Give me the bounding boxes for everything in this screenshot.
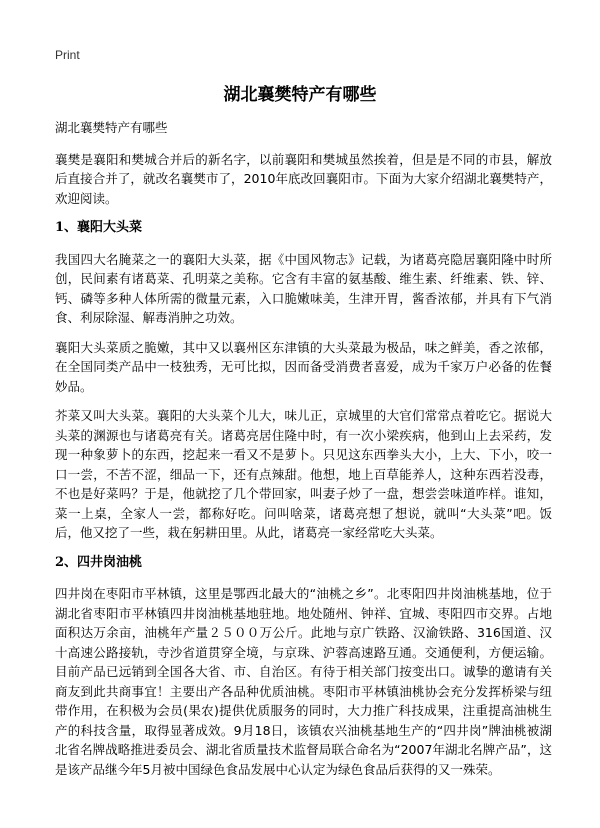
intro-paragraph: 襄樊是襄阳和樊城合并后的新名字，以前襄阳和樊城虽然挨着，但是是不同的市县，解放后直接合并了，就改名襄樊市了，2010年底改回襄阳市。下面为大家介绍湖北襄樊特产，欢迎阅读。	[55, 151, 552, 206]
datoucai-paragraph-2: 襄阳大头菜质之脆嫩，其中又以襄州区东津镇的大头菜最为极品，味之鲜美，香之浓郁，在全国同类产品中一枝独秀，无可比拟，因而备受消费者喜爱，成为千家万户必备的佐餐妙品。	[55, 339, 552, 394]
print-link[interactable]: Print	[55, 48, 80, 62]
datoucai-paragraph-3: 芥菜又叫大头菜。襄阳的大头菜个儿大，味儿正，京城里的大官们常常点着吃它。据说大头菜的渊源也与诸葛亮有关。诸葛亮居住隆中时，有一次小梁疾病，他到山上去采药，发现一种象萝卜的东西，挖起来一看又不是萝卜。只见这东西拳头大小，上大、下小，咬一口一尝，不苦不涩，细品一下，还有点辣甜。他想，地上百草能养人，这种东西若没毒，不也是好菜吗？于是，他就挖了几个带回家，叫妻子炒了一盘，想尝尝味道咋样。谁知，菜一上桌，全家人一尝，都称好吃。问叫啥菜，诸葛亮想了想说，就叫“大头菜”吧。饭后，他又挖了一些，栽在躬耕田里。从此，诸葛亮一家经常吃大头菜。	[55, 408, 552, 540]
section-heading-youtao: 2、四井岗油桃	[55, 554, 143, 570]
youtao-paragraph-1: 四井岗在枣阳市平林镇，这里是鄂西北最大的“油桃之乡”。北枣阳四井岗油桃基地，位于湖北省枣阳市平林镇四井岗油桃基地驻地。地处随州、钟祥、宜城、枣阳四市交界。占地面积达万余亩，油桃年产量２５００万公斤。此地与京广铁路、汉渝铁路、316国道、汉十高速公路接轨，寺沙省道贯穿全境，与京珠、沪蓉高速路互通。交通便利，方便运输。目前产品已远销到全国各大省、市、自治区。有待于相关部门按变出口。诚挚的邀请有关商友到此共商事宜！主要出产各品种优质油桃。枣阳市平林镇油桃协会充分发挥桥梁与纽带作用，在积极为会员(果农)提供优质服务的同时，大力推广科技成果，注重提高油桃生产的科技含量，取得显著成效。9月18日，该镇农兴油桃基地生产的“四井岗”牌油桃被湖北省名牌战略推进委员会、湖北省质量技术监督局联合命名为“2007年湖北名牌产品”，这是该产品继今年5月被中国绿色食品发展中心认定为绿色食品后获得的又一殊荣。	[55, 586, 552, 777]
article-subtitle: 湖北襄樊特产有哪些	[55, 120, 168, 135]
section-heading-datoucai: 1、襄阳大头菜	[55, 220, 143, 235]
page-title: 湖北襄樊特产有哪些	[223, 85, 377, 105]
datoucai-paragraph-1: 我国四大名腌菜之一的襄阳大头菜，据《中国风物志》记载，为诸葛亮隐居襄阳隆中时所创，民间素有诸葛菜、孔明菜之美称。它含有丰富的氨基酸、维生素、纤维素、铁、锌、钙、磷等多种人体所需的微量元素，入口脆嫩味美，生津开胃，酱香浓郁，并具有下气消食、利尿除湿、解毒消肿之功效。	[55, 251, 552, 325]
article-body	[55, 118, 552, 789]
